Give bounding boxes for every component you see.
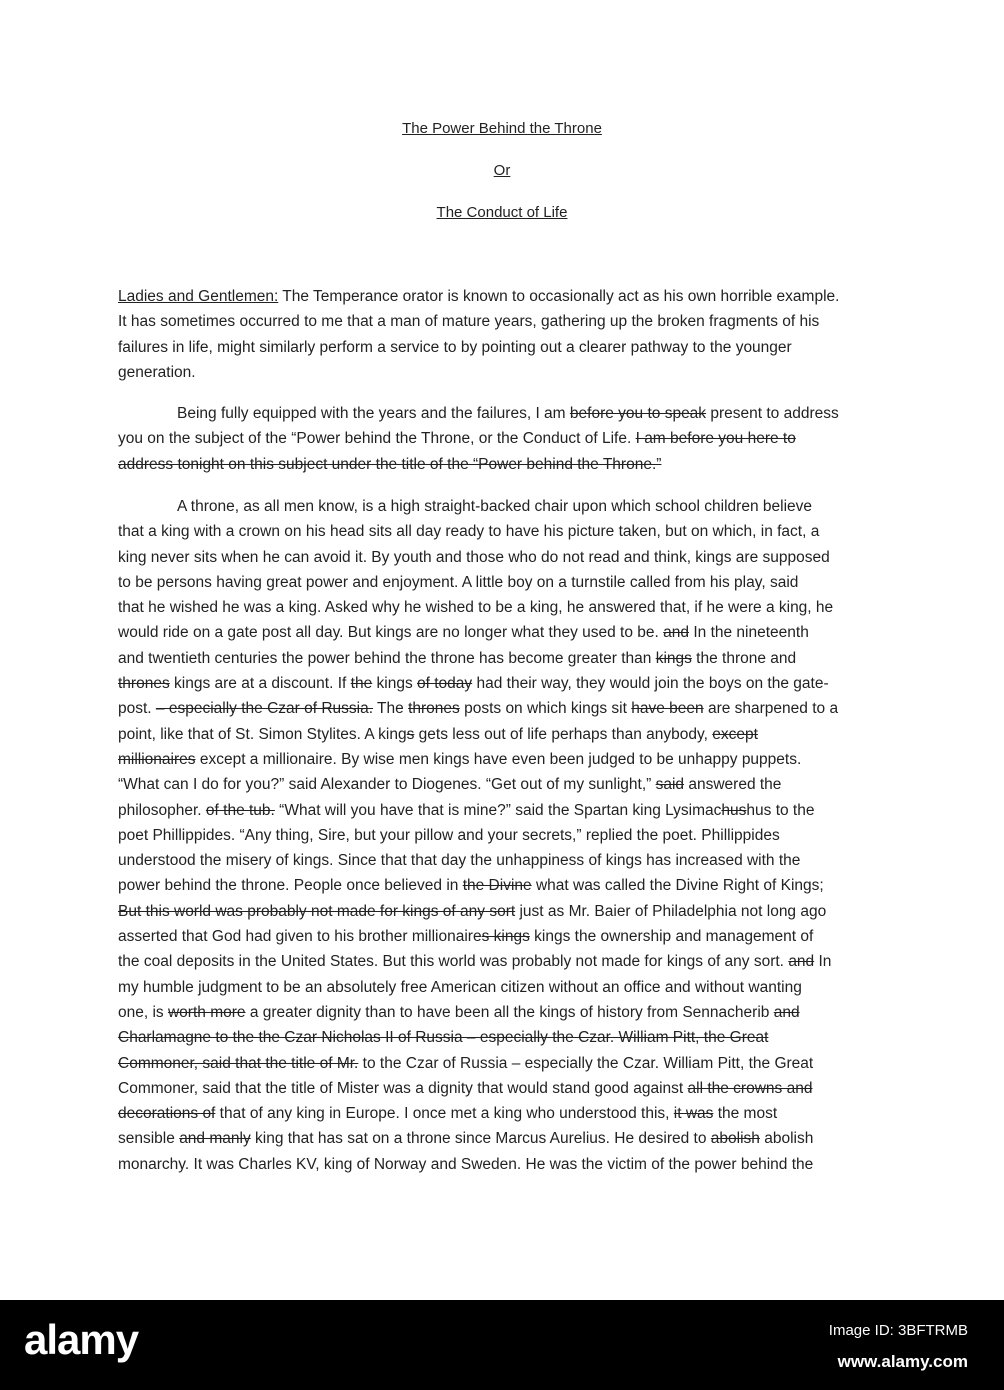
text-line (118, 284, 888, 309)
text-line (118, 1025, 888, 1050)
text-segment: to be persons having great power and enjoyment. A little boy on a turnstile called from his play, said (118, 573, 799, 591)
text-segment: Commoner, said that the title of Mister was a dignity that would stand good against (118, 1079, 688, 1097)
text-line (118, 798, 888, 823)
text-line (118, 1000, 888, 1025)
strikethrough-text: before you to speak (569, 405, 707, 422)
text-segment: king that has sat on a throne since Marcus Aurelius. He desired to (250, 1130, 711, 1148)
text-segment: power behind the throne. People once believed in (118, 877, 463, 895)
strikethrough-text: abolish (710, 1130, 760, 1148)
image-id: Image ID: 3BFTRMB (828, 1322, 968, 1339)
text-segment: to the Czar of Russia – especially the Czar. William Pitt, the Great (358, 1054, 814, 1072)
text-segment: except a millionaire. By wise men kings have even been judged to be unhappy puppets. (195, 750, 802, 768)
text-line (118, 1126, 888, 1151)
text-segment: the most (713, 1105, 778, 1123)
text-line (118, 1076, 888, 1101)
paragraph-second (118, 401, 888, 477)
strikethrough-text: all the crowns and (687, 1079, 813, 1097)
text-segment: you on the subject of the “Power behind the Throne, or the Conduct of Life. (118, 430, 636, 448)
text-segment: present to address (706, 405, 839, 422)
text-line (118, 426, 888, 451)
text-segment: what was called the Divine Right of Kings; (531, 877, 824, 895)
text-segment: In the nineteenth (689, 624, 809, 642)
text-segment: A throne, as all men know, is a high straight-backed chair upon which school children believe (177, 498, 813, 515)
text-line (118, 452, 888, 477)
text-segment: that of any king in Europe. I once met a king who understood this, (215, 1105, 674, 1123)
text-line (118, 747, 888, 772)
text-segment: point, like that of St. Simon Stylites. A king (118, 725, 407, 743)
strikethrough-text: except (712, 725, 758, 743)
strikethrough-text: s (406, 725, 415, 743)
strikethrough-text: of the tub. (205, 801, 275, 819)
strikethrough-text: address tonight on this subject under the title of the “Power behind the Throne.” (118, 455, 662, 473)
text-segment: generation. (118, 363, 196, 381)
text-line (118, 772, 888, 797)
strikethrough-text: millionaires (118, 750, 196, 768)
text-segment: understood the misery of kings. Since that that day the unhappiness of kings has increased with the (118, 852, 801, 870)
strikethrough-text: the (350, 675, 373, 693)
text-line (118, 899, 888, 924)
text-line (118, 646, 888, 671)
strikethrough-text: thrones (118, 675, 170, 693)
strikethrough-text: the Divine (462, 877, 532, 895)
paragraph-main (118, 494, 888, 1177)
text-line (118, 620, 888, 645)
alamy-logo: alamy (24, 1316, 139, 1363)
document-subtitle: The Conduct of Life (436, 204, 568, 221)
text-segment: kings are at a discount. If (169, 675, 351, 693)
text-segment: would ride on a gate post all day. But kings are no longer what they used to be. (118, 624, 664, 642)
text-segment: that he wished he was a king. Asked why he wished to be a king, he answered that, if he were a king, he (118, 599, 834, 617)
text-segment: and twentieth centuries the power behind the throne has become greater than (118, 649, 656, 667)
text-segment: asserted that God had given to his brother millionaire (118, 928, 482, 946)
strikethrough-text: decorations of (118, 1105, 216, 1123)
text-segment: monarchy. It was Charles KV, king of Norway and Sweden. He was the victim of the power behind the (118, 1155, 814, 1173)
text-segment: kings the ownership and management of (529, 928, 814, 946)
strikethrough-text: said (655, 776, 685, 794)
paragraph-intro (118, 284, 888, 385)
text-segment: one, is (118, 1003, 168, 1021)
text-segment: Being fully equipped with the years and the failures, I am (177, 405, 570, 422)
text-segment: philosopher. (118, 801, 206, 819)
text-line (118, 873, 888, 898)
text-segment: post. (118, 700, 156, 718)
text-line (118, 924, 888, 949)
strikethrough-text: have been (631, 700, 704, 718)
text-segment: kings (372, 675, 418, 693)
watermark-footer (0, 1300, 1004, 1390)
text-segment: my humble judgment to be an absolutely free American citizen without an office and without wanting (118, 978, 802, 996)
text-segment: just as Mr. Baier of Philadelphia not long ago (515, 902, 827, 920)
strikethrough-text: it was (673, 1105, 714, 1123)
text-line (118, 1101, 888, 1126)
strikethrough-text: hus (721, 801, 747, 819)
text-segment: the coal deposits in the United States. But this world was probably not made for kings of any sort. (118, 953, 789, 971)
text-segment: king never sits when he can avoid it. By youth and those who do not read and think, kings are supposed (118, 548, 830, 566)
strikethrough-text: and (773, 1003, 800, 1021)
strikethrough-text: worth more (167, 1003, 246, 1021)
text-segment: had their way, they would join the boys on the gate- (472, 675, 829, 693)
text-line (118, 1051, 888, 1076)
strikethrough-text: and (663, 624, 690, 642)
text-segment: The (373, 700, 409, 718)
text-segment: a greater dignity than to have been all the kings of history from Sennacherib (245, 1003, 774, 1021)
text-segment: failures in life, might similarly perform a service to by pointing out a clearer pathway to the younger (118, 338, 792, 356)
site-url[interactable]: www.alamy.com (837, 1352, 968, 1371)
strikethrough-text: Commoner, said that the title of Mr. (118, 1054, 359, 1072)
strikethrough-text: But this world was probably not made for kings of any sort (118, 902, 516, 920)
strikethrough-text: and manly (179, 1130, 251, 1148)
document-title: The Power Behind the Throne (402, 120, 602, 137)
text-segment: that a king with a crown on his head sits all day ready to have his picture taken, but on which, in fact, a (118, 523, 820, 541)
text-segment: The Temperance orator is known to occasionally act as his own horrible example. (278, 288, 840, 305)
text-segment: posts on which kings sit (459, 700, 632, 718)
strikethrough-text: – especially the Czar of Russia. (155, 700, 374, 718)
document-subtitle-or: Or (493, 162, 511, 179)
strikethrough-text: s kings (481, 928, 530, 946)
text-segment: “What can I do for you?” said Alexander to Diogenes. “Get out of my sunlight,” (118, 776, 656, 794)
text-segment: In (814, 953, 832, 971)
text-segment: hus to the (746, 801, 815, 819)
strikethrough-text: Charlamagne to the the Czar Nicholas II of Russia – especially the Czar. William Pitt, the Great (118, 1029, 769, 1047)
text-line (118, 671, 888, 696)
text-line (118, 696, 888, 721)
text-line (118, 949, 888, 974)
text-segment: gets less out of life perhaps than anybody, (414, 725, 713, 743)
text-line (118, 401, 888, 426)
text-segment: poet Phillippides. “Any thing, Sire, but your pillow and your secrets,” replied the poet. Phillippides (118, 826, 780, 844)
text-segment: sensible (118, 1130, 180, 1148)
strikethrough-text: I am before you here to (635, 430, 796, 448)
strikethrough-text: and (788, 953, 815, 971)
salutation: Ladies and Gentlemen: (118, 288, 279, 305)
text-segment: the throne and (691, 649, 797, 667)
text-segment: abolish (759, 1130, 814, 1148)
text-segment: are sharpened to a (703, 700, 839, 718)
strikethrough-text: of today (417, 675, 473, 693)
text-segment: “What will you have that is mine?” said the Spartan king Lysimac (274, 801, 722, 819)
text-segment: It has sometimes occurred to me that a man of mature years, gathering up the broken fragments of his (118, 313, 820, 331)
text-line (118, 722, 888, 747)
text-segment: answered the (684, 776, 782, 794)
strikethrough-text: kings (655, 649, 692, 667)
strikethrough-text: thrones (408, 700, 460, 718)
